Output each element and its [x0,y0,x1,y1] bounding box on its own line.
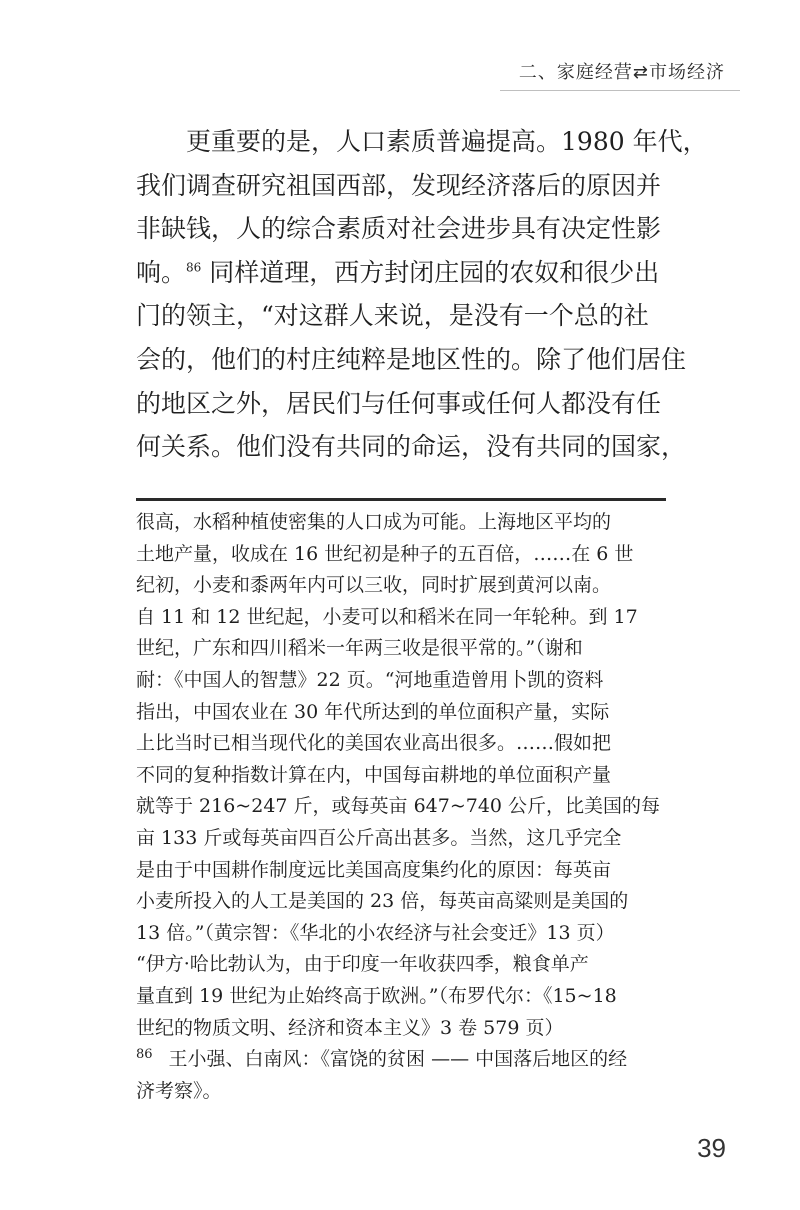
body-line: 会的，他们的村庄纯粹是地区性的。除了他们居住 [136,344,687,374]
footnote-line: 纪初，小麦和黍两年内可以三收，同时扩展到黄河以南。 [136,574,612,597]
footnote-line: 上比当时已相当现代化的美国农业高出很多。……假如把 [136,732,612,755]
footnote-line: 耐：《中国人的智慧》22 页。“河地重造曾用卜凯的资料 [136,668,604,691]
body-line: 的地区之外，居民们与任何事或任何人都没有任 [136,388,662,418]
footnote-rule [136,498,666,501]
body-line: 何关系。他们没有共同的命运，没有共同的国家， [136,432,687,462]
footnote-line: 指出，中国农业在 30 年代所达到的单位面积产量，实际 [136,700,610,723]
body-line [136,251,696,295]
footnote-line: 亩 133 斤或每英亩四百公斤高出甚多。当然，这几乎完全 [136,826,622,849]
footnote-number: 86 [136,1046,153,1062]
body-line: 非缺钱，人的综合素质对社会进步具有决定性影 [136,214,662,244]
footnote-line: 不同的复种指数计算在内，中国每亩耕地的单位面积产量 [136,763,612,786]
footnote-line: 13 倍。”（黄宗智：《华北的小农经济与社会变迁》13 页） [136,921,615,944]
footnote-line: “伊方·哈比勃认为，由于印度一年收获四季，粮食单产 [136,953,589,976]
footnote-line: 量直到 19 世纪为止始终高于欧洲。”（布罗代尔：《15~18 [136,984,617,1007]
footnote-line: 很高，水稻种植使密集的人口成为可能。上海地区平均的 [136,511,612,533]
running-head: 二、家庭经营⇄市场经济 [518,62,725,83]
footnote-line: 小麦所投入的人工是美国的 23 倍，每英亩高粱则是美国的 [136,890,629,913]
page-number: 39 [697,1133,726,1163]
body-line: 我们调查研究祖国西部，发现经济落后的原因并 [136,170,662,200]
body-line: 更重要的是，人口素质普遍提高。1980 年代， [186,127,708,156]
footnote-ref-86[interactable]: 86 [186,260,202,275]
footnote-line: 土地产量，收成在 16 世纪初是种子的五百倍，……在 6 世 [136,542,634,565]
footnote-86 [136,1044,696,1076]
footnote-line: 济考察》。 [136,1079,222,1102]
body-line-text: 同样道理，西方封闭庄园的农奴和很少出 [201,257,660,287]
header-rule [500,90,740,91]
footnote-line: 就等于 216~247 斤，或每英亩 647~740 公斤，比美国的每 [136,795,661,818]
body-text [136,120,708,469]
footnote-line: 世纪，广东和四川稻米一年两三收是很平常的。”（谢和 [136,637,583,660]
footnotes [136,507,696,1107]
body-line: 门的领主，“对这群人来说，是没有一个总的社 [136,301,649,331]
footnote-line: 是由于中国耕作制度远比美国高度集约化的原因：每英亩 [136,858,612,881]
footnote-86-text: 王小强、白南风：《富饶的贫困 —— 中国落后地区的经 [168,1048,628,1071]
footnote-line: 自 11 和 12 世纪起，小麦可以和稻米在同一年轮种。到 17 [136,605,638,628]
body-line-text: 响。 [136,257,187,287]
footnote-line: 世纪的物质文明、经济和资本主义》3 卷 579 页） [136,1016,564,1039]
